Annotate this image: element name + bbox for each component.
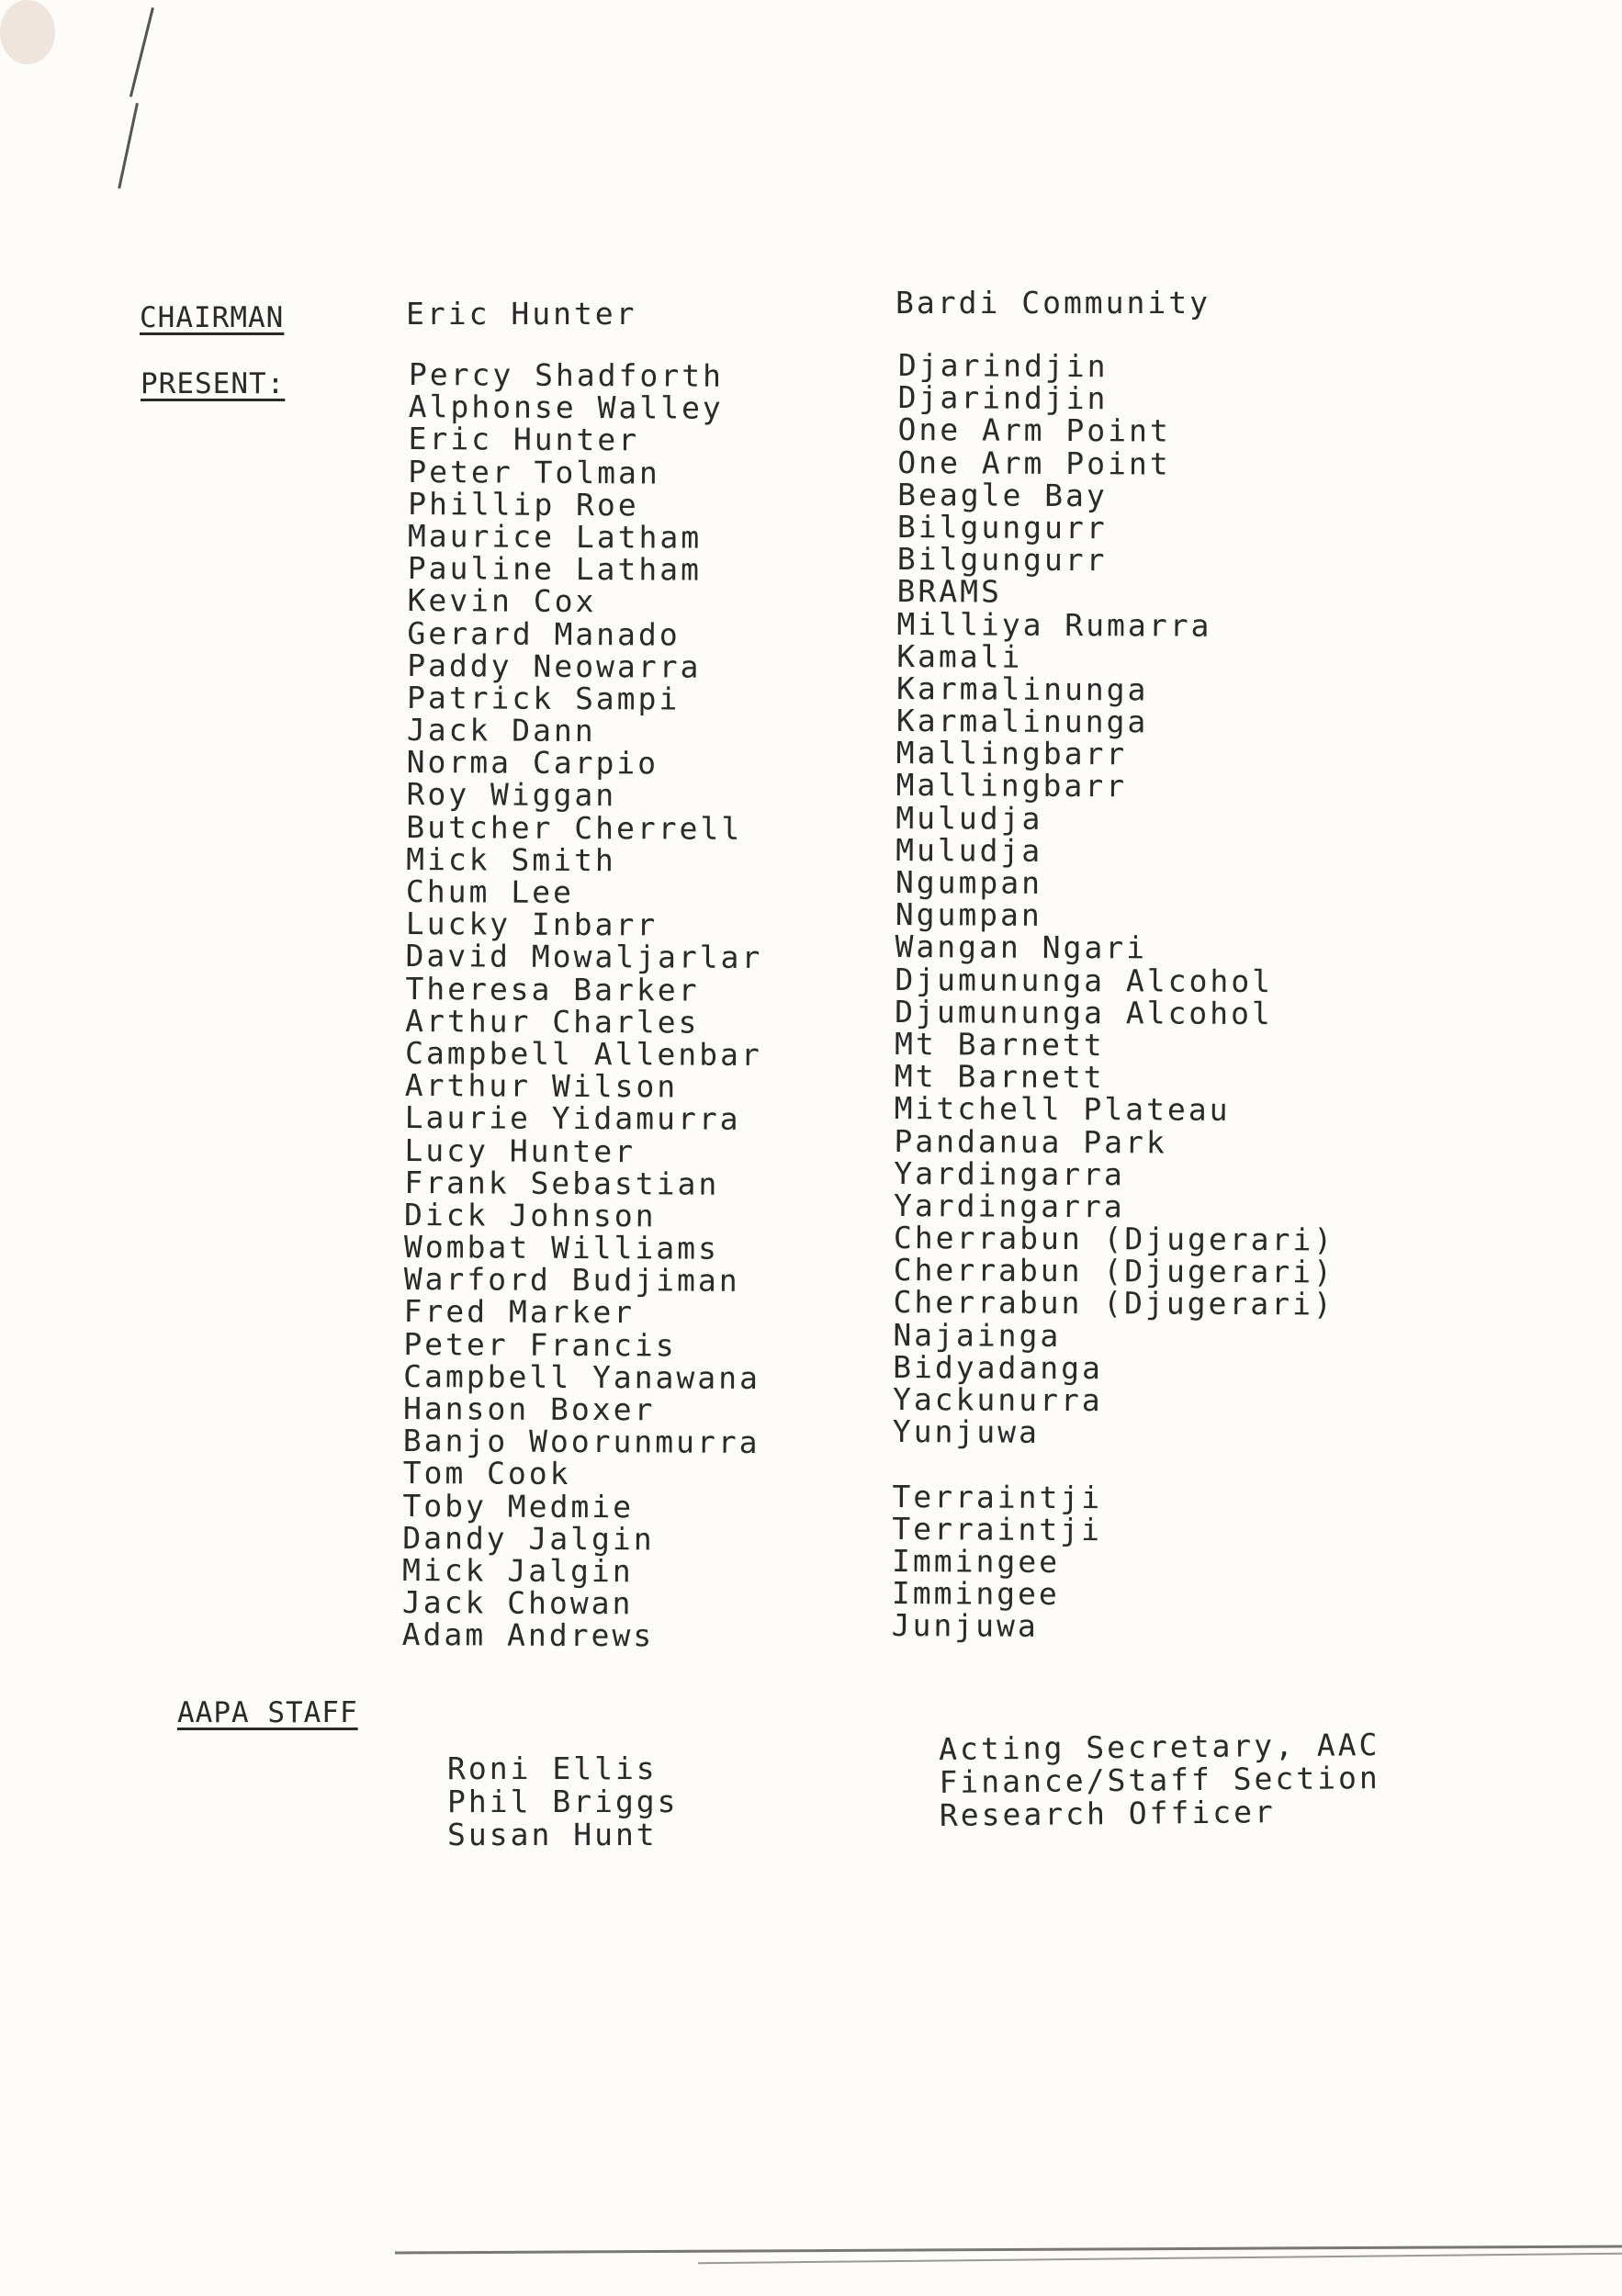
list-item: Mt Barnett [894, 1058, 1105, 1096]
list-item: Djarindjin [897, 379, 1109, 417]
list-item: Norma Carpio [406, 744, 659, 782]
list-item: Wombat Williams [403, 1229, 720, 1266]
list-item: Yackunurra [892, 1380, 1103, 1419]
present-communities-list [892, 349, 1340, 1644]
list-item: Jack Chowan [401, 1584, 634, 1622]
list-item [893, 1447, 1334, 1482]
list-item: Ngumpan [895, 896, 1042, 934]
list-item: Bidyadanga [893, 1348, 1103, 1386]
list-item: Research Officer [939, 1794, 1277, 1833]
list-item: Peter Francis [403, 1325, 677, 1364]
list-item: Yunjuwa [892, 1413, 1041, 1451]
list-item: Terraintji [892, 1478, 1103, 1515]
list-item: Mallingbarr [895, 735, 1128, 772]
list-item: Campbell Allenbar [404, 1034, 762, 1073]
list-item: Karmalinunga [895, 703, 1149, 740]
list-item: Jack Dann [406, 712, 596, 749]
list-item: Terraintji [892, 1510, 1103, 1548]
list-item: Roy Wiggan [406, 776, 617, 814]
list-item: Djarindjin [897, 347, 1109, 385]
list-item: Mallingbarr [895, 767, 1128, 805]
list-item: Hanson Boxer [402, 1390, 656, 1428]
list-item: Peter Tolman [408, 453, 660, 490]
list-item: Phillip Roe [408, 485, 639, 523]
margin-pen-stroke [130, 7, 154, 97]
chairman-heading: CHAIRMAN [140, 301, 285, 334]
list-item: Djumununga Alcohol [895, 993, 1273, 1031]
list-item: Bilgungurr [896, 508, 1108, 546]
list-item: Toby Medmie [402, 1487, 635, 1525]
bottom-rule-line [395, 2245, 1622, 2255]
staff-heading: AAPA STAFF [177, 1696, 358, 1729]
list-item: Kamali [896, 637, 1023, 675]
list-item: Phil Briggs [447, 1784, 679, 1819]
page-smudge [0, 0, 55, 64]
list-item: Tom Cook [402, 1455, 571, 1492]
list-item: Cherrabun (Djugerari) [893, 1284, 1335, 1322]
list-item: Finance/Staff Section [939, 1759, 1380, 1800]
list-item: Patrick Sampi [406, 679, 681, 717]
list-item: Arthur Wilson [404, 1067, 679, 1105]
list-item: One Arm Point [897, 444, 1171, 482]
chairman-name: Eric Hunter [406, 296, 637, 332]
list-item: Ngumpan [895, 863, 1043, 901]
list-item: Butcher Cherrell [406, 808, 743, 847]
list-item: Mick Jalgin [401, 1551, 634, 1590]
list-item: Fred Marker [403, 1293, 636, 1331]
list-item: Theresa Barker [405, 970, 700, 1008]
list-item: Mick Smith [406, 840, 616, 879]
list-item: Banjo Woorunmurra [402, 1423, 760, 1461]
list-item: Eric Hunter [408, 421, 640, 458]
list-item: Susan Hunt [447, 1817, 658, 1852]
list-item: Yardingarra [894, 1154, 1125, 1192]
staff-names-list [447, 1752, 679, 1851]
list-item: Campbell Yanawana [403, 1357, 761, 1396]
list-item: Mitchell Plateau [894, 1090, 1231, 1129]
list-item: Dandy Jalgin [402, 1519, 655, 1558]
list-item: Milliya Rumarra [896, 605, 1212, 644]
list-item: Arthur Charles [405, 1002, 700, 1041]
list-item: Gerard Manado [407, 614, 681, 653]
list-item: Karmalinunga [895, 670, 1149, 708]
list-item: Cherrabun (Djugerari) [893, 1252, 1335, 1290]
list-item: Muludja [895, 831, 1043, 869]
present-heading: PRESENT: [141, 367, 286, 400]
staff-roles-list [939, 1728, 1380, 1832]
list-item: Immingee [891, 1575, 1060, 1613]
list-item: Alphonse Walley [408, 388, 724, 426]
bottom-rule-line [698, 2253, 1622, 2265]
list-item: Laurie Yidamurra [404, 1099, 741, 1138]
list-item: David Mowaljarlar [405, 938, 763, 976]
list-item: Adam Andrews [401, 1616, 655, 1654]
chairman-community: Bardi Community [895, 285, 1211, 321]
margin-pen-stroke [118, 103, 139, 189]
list-item: Lucy Hunter [404, 1131, 636, 1169]
list-item: Kevin Cox [407, 582, 597, 620]
list-item: Maurice Latham [407, 517, 703, 556]
list-item: BRAMS [896, 573, 1003, 610]
present-names-list [402, 358, 766, 1653]
list-item: Percy Shadforth [408, 356, 725, 394]
list-item: Dick Johnson [404, 1196, 657, 1234]
list-item: Lucky Inbarr [405, 906, 659, 943]
list-item: Roni Ellis [447, 1750, 658, 1786]
list-item: Cherrabun (Djugerari) [893, 1220, 1335, 1258]
list-item: One Arm Point [897, 411, 1171, 449]
list-item: Paddy Neowarra [407, 647, 702, 685]
list-item: Junjuwa [891, 1607, 1039, 1645]
list-item: Pauline Latham [407, 550, 703, 588]
list-item: Pandanua Park [894, 1122, 1167, 1161]
list-item: Djumununga Alcohol [895, 961, 1274, 999]
list-item: Yardingarra [894, 1187, 1125, 1225]
list-item: Muludja [895, 799, 1043, 837]
list-item: Bilgungurr [896, 541, 1108, 579]
list-item: Acting Secretary, AAC [938, 1726, 1380, 1767]
list-item: Immingee [891, 1542, 1061, 1580]
list-item: Frank Sebastian [404, 1164, 720, 1202]
list-item: Wangan Ngari [895, 929, 1148, 966]
list-item: Chum Lee [405, 872, 575, 910]
list-item: Warford Budjiman [403, 1261, 740, 1300]
list-item: Beagle Bay [897, 476, 1108, 513]
list-item: Mt Barnett [894, 1025, 1105, 1064]
list-item: Najainga [893, 1316, 1062, 1354]
